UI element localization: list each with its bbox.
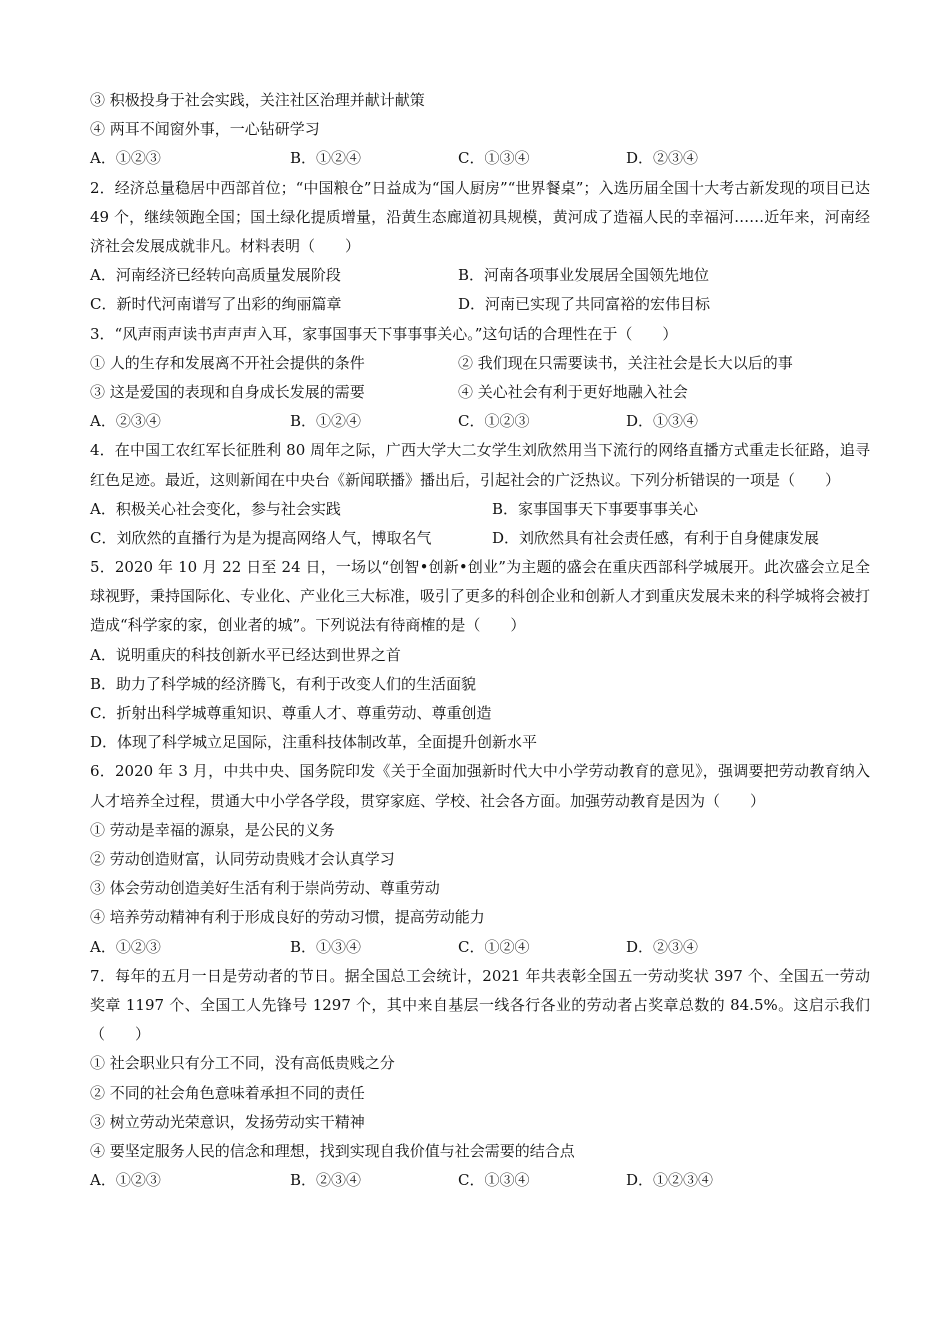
q4-stem: 4．在中国工农红军长征胜利 80 周年之际，广西大学大二女学生刘欣然用当下流行的网络直播方式重走长征路，追寻红色足迹。最近，这则新闻在中央台《新闻联播》播出后，引起社会的广泛热议。下列分析错误的一项是（ ）: [90, 441, 870, 489]
q6-option-a[interactable]: A．①②③: [90, 937, 161, 956]
q7-item-1: ① 社会职业只有分工不同，没有高低贵贱之分: [90, 1054, 395, 1073]
q2-option-c[interactable]: C．新时代河南谱写了出彩的绚丽篇章: [90, 295, 342, 314]
q5-option-a[interactable]: A．说明重庆的科技创新水平已经达到世界之首: [90, 645, 401, 664]
q1-item-3: ③ 积极投身于社会实践，关注社区治理并献计献策: [90, 91, 425, 109]
q3-item-2: ② 我们现在只需要读书，关注社会是长大以后的事: [458, 353, 793, 372]
q7-options: [90, 1166, 870, 1195]
q2-options-row2: [90, 290, 870, 319]
q3-items-row2: [90, 378, 870, 407]
q1-item-4: ④ 两耳不闻窗外事，一心钻研学习: [90, 120, 320, 139]
q6-option-b[interactable]: B．①③④: [290, 937, 362, 956]
exam-page: [90, 86, 870, 1195]
q6-option-c[interactable]: C．①②④: [458, 937, 530, 956]
q3-option-a[interactable]: A．②③④: [90, 412, 161, 431]
q4-options-row2: [90, 524, 870, 553]
q3-items-row1: [90, 349, 870, 378]
q7-item-2: ② 不同的社会角色意味着承担不同的责任: [90, 1083, 365, 1102]
q6-item-1: ① 劳动是幸福的源泉，是公民的义务: [90, 820, 335, 839]
q1-option-d[interactable]: D．②③④: [626, 149, 699, 168]
q3-stem: 3．“风声雨声读书声声声入耳，家事国事天下事事事关心。”这句话的合理性在于（ ）: [90, 324, 678, 343]
q6-item-3: ③ 体会劳动创造美好生活有利于崇尚劳动、尊重劳动: [90, 879, 440, 898]
q2-option-a[interactable]: A．河南经济已经转向高质量发展阶段: [90, 266, 341, 285]
q5-option-b[interactable]: B．助力了科学城的经济腾飞，有利于改变人们的生活面貌: [90, 674, 477, 693]
q4-options-row1: [90, 495, 870, 524]
q3-options: [90, 407, 870, 436]
q6-option-d[interactable]: D．②③④: [626, 937, 699, 956]
q3-option-c[interactable]: C．①②③: [458, 412, 530, 431]
q7-option-a[interactable]: A．①②③: [90, 1171, 161, 1190]
q2-option-d[interactable]: D．河南已实现了共同富裕的宏伟目标: [458, 295, 711, 314]
q3-item-3: ③ 这是爱国的表现和自身成长发展的需要: [90, 382, 365, 401]
q1-option-b[interactable]: B．①②④: [290, 149, 362, 168]
q6-stem: 6．2020 年 3 月，中共中央、国务院印发《关于全面加强新时代大中小学劳动教育的意见》，强调要把劳动教育纳入人才培养全过程，贯通大中小学各学段，贯穿家庭、学校、社会各方面。加强劳动教育是因为（ ）: [90, 762, 870, 810]
q1-option-a[interactable]: A．①②③: [90, 149, 161, 168]
q5-option-d[interactable]: D．体现了科学城立足国际，注重科技体制改革，全面提升创新水平: [90, 733, 538, 752]
q7-option-c[interactable]: C．①③④: [458, 1171, 530, 1190]
q6-item-4: ④ 培养劳动精神有利于形成良好的劳动习惯，提高劳动能力: [90, 908, 485, 927]
q2-option-b[interactable]: B．河南各项事业发展居全国领先地位: [458, 266, 710, 285]
q3-option-b[interactable]: B．①②④: [290, 412, 362, 431]
q5-option-c[interactable]: C．折射出科学城尊重知识、尊重人才、尊重劳动、尊重创造: [90, 704, 492, 723]
q2-options-row1: [90, 261, 870, 290]
q3-item-1: ① 人的生存和发展离不开社会提供的条件: [90, 353, 365, 372]
q3-option-d[interactable]: D．①③④: [626, 412, 699, 431]
q7-item-4: ④ 要坚定服务人民的信念和理想，找到实现自我价值与社会需要的结合点: [90, 1141, 575, 1160]
q4-option-b[interactable]: B．家事国事天下事要事事关心: [492, 499, 699, 518]
q1-options: [90, 144, 870, 173]
q7-option-d[interactable]: D．①②③④: [626, 1171, 714, 1190]
q7-stem: 7．每年的五月一日是劳动者的节日。据全国总工会统计，2021 年共表彰全国五一劳动奖状 397 个、全国五一劳动奖章 1197 个、全国工人先锋号 1297 个，其中来自基层一线各行各业的劳动者占奖章总数的 84.5%。这启示我们（ ）: [90, 966, 870, 1044]
q6-item-2: ② 劳动创造财富，认同劳动贵贱才会认真学习: [90, 850, 395, 869]
q7-option-b[interactable]: B．②③④: [290, 1171, 362, 1190]
q4-option-a[interactable]: A．积极关心社会变化，参与社会实践: [90, 499, 341, 518]
q4-option-c[interactable]: C．刘欣然的直播行为是为提高网络人气，博取名气: [90, 528, 432, 547]
q4-option-d[interactable]: D．刘欣然具有社会责任感，有利于自身健康发展: [492, 528, 820, 547]
q7-item-3: ③ 树立劳动光荣意识，发扬劳动实干精神: [90, 1112, 365, 1131]
q3-item-4: ④ 关心社会有利于更好地融入社会: [458, 382, 688, 401]
q2-stem: 2．经济总量稳居中西部首位；“中国粮仓”日益成为“国人厨房”“世界餐桌”；入选历届全国十大考古新发现的项目已达 49 个，继续领跑全国；国土绿化提质增量，沿黄生态廊道初具规模，黄河成了造福人民的幸福河……近年来，河南经济社会发展成就非凡。材料表明（ ）: [90, 178, 870, 255]
q5-stem: 5．2020 年 10 月 22 日至 24 日，一场以“创智•创新•创业”为主题的盛会在重庆西部科学城展开。此次盛会立足全球视野，秉持国际化、专业化、产业化三大标准，吸引了更多的科创企业和创新人才到重庆发展未来的科学城将会被打造成“科学家的家，创业者的城”。下列说法有待商榷的是（ ）: [90, 558, 871, 635]
q1-option-c[interactable]: C．①③④: [458, 149, 530, 168]
q6-options: [90, 933, 870, 962]
